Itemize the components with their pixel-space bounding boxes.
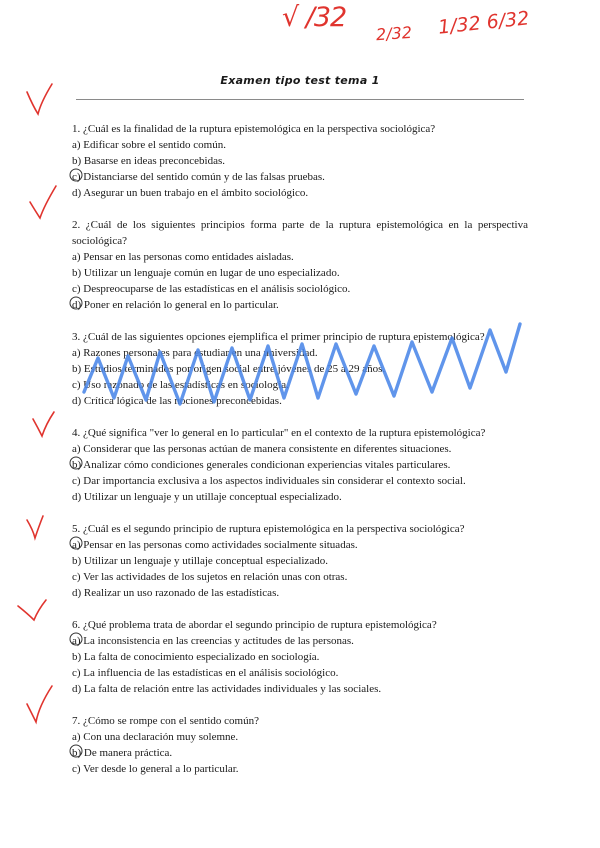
question-5 — [72, 521, 528, 601]
option-b: b) La falta de conocimiento especializado en sociología. — [72, 651, 320, 663]
option-a: a) Edificar sobre el sentido común. — [72, 139, 226, 151]
question-text: 6. ¿Qué problema trata de abordar el segundo principio de ruptura epistemológica? — [72, 619, 437, 631]
check-mark-icon — [33, 412, 54, 436]
option-a: a) Considerar que las personas actúan de manera consistente en diferentes situaciones. — [72, 443, 452, 455]
option-a: a) Pensar en las personas como actividades socialmente situadas. — [72, 539, 358, 551]
question-text: 7. ¿Cómo se rompe con el sentido común? — [72, 715, 259, 727]
option-b: b) Utilizar un lenguaje común en lugar de uno especializado. — [72, 267, 340, 279]
option-d: d) La falta de relación entre las actividades individuales y las sociales. — [72, 683, 382, 695]
question-3 — [72, 329, 528, 409]
option-c: c) Despreocuparse de las estadísticas en el análisis sociológico. — [72, 283, 351, 295]
question-text: 3. ¿Cuál de las siguientes opciones ejemplifica el primer principio de ruptura epistemológica? — [72, 331, 485, 343]
option-a: a) Pensar en las personas como entidades aisladas. — [72, 251, 294, 263]
option-b: b) Basarse en ideas preconcebidas. — [72, 155, 226, 167]
handwritten-score: √ /32 — [282, 2, 347, 33]
exam-title: Examen tipo test tema 1 — [220, 74, 380, 87]
handwritten-score-note: 2/32 — [375, 22, 413, 45]
option-c: c) Ver las actividades de los sujetos en relación unas con otras. — [72, 571, 348, 583]
check-mark-icon — [27, 516, 43, 538]
check-mark-icon — [30, 186, 56, 218]
option-b: b) De manera práctica. — [72, 747, 173, 759]
option-c: c) La influencia de las estadísticas en el análisis sociológico. — [72, 667, 339, 679]
handwritten-score-note: 1/32 6/32 — [437, 7, 531, 39]
option-c: c) Distanciarse del sentido común y de las falsas pruebas. — [72, 171, 325, 183]
option-d: d) Asegurar un buen trabajo en el ámbito sociológico. — [72, 187, 309, 199]
question-6 — [72, 617, 528, 697]
question-text: 1. ¿Cuál es la finalidad de la ruptura epistemológica en la perspectiva sociológica? — [72, 123, 436, 135]
option-b: b) Estudios terminados por origen social entre jóvenes de 25 a 29 años. — [72, 363, 386, 375]
check-mark-icon — [18, 600, 46, 620]
option-c: c) Dar importancia exclusiva a los aspectos individuales sin considerar el contexto social. — [72, 475, 466, 487]
question-text: 2. ¿Cuál de los siguientes principios forma parte de la ruptura epistemológica en la perspectiva sociológica? — [72, 219, 528, 247]
option-b: b) Utilizar un lenguaje y utillaje conceptual especializado. — [72, 555, 328, 567]
option-a: a) La inconsistencia en las creencias y actitudes de las personas. — [72, 635, 354, 647]
question-text: 5. ¿Cuál es el segundo principio de ruptura epistemológica en la perspectiva sociológica? — [72, 523, 465, 535]
option-c: c) Uso razonado de las estadísticas en sociología. — [72, 379, 289, 391]
question-1 — [72, 121, 528, 201]
question-2 — [72, 217, 528, 313]
option-d: d) Utilizar un lenguaje y un utillaje conceptual especializado. — [72, 491, 342, 503]
option-d: d) Crítica lógica de las nociones preconcebidas. — [72, 395, 282, 407]
question-4 — [72, 425, 528, 505]
option-d: d) Realizar un uso razonado de las estadísticas. — [72, 587, 280, 599]
question-7 — [72, 713, 528, 777]
option-c: c) Ver desde lo general a lo particular. — [72, 763, 239, 775]
check-mark-icon — [27, 84, 52, 114]
option-a: a) Razones personales para estudiar en una universidad. — [72, 347, 318, 359]
title-divider — [76, 99, 524, 100]
check-mark-icon — [27, 686, 52, 722]
question-text: 4. ¿Qué significa "ver lo general en lo particular" en el contexto de la ruptura epistemológica? — [72, 427, 486, 439]
option-d: d) Poner en relación lo general en lo particular. — [72, 299, 279, 311]
option-a: a) Con una declaración muy solemne. — [72, 731, 239, 743]
option-b: b) Analizar cómo condiciones generales condicionan experiencias vitales particulares. — [72, 459, 451, 471]
